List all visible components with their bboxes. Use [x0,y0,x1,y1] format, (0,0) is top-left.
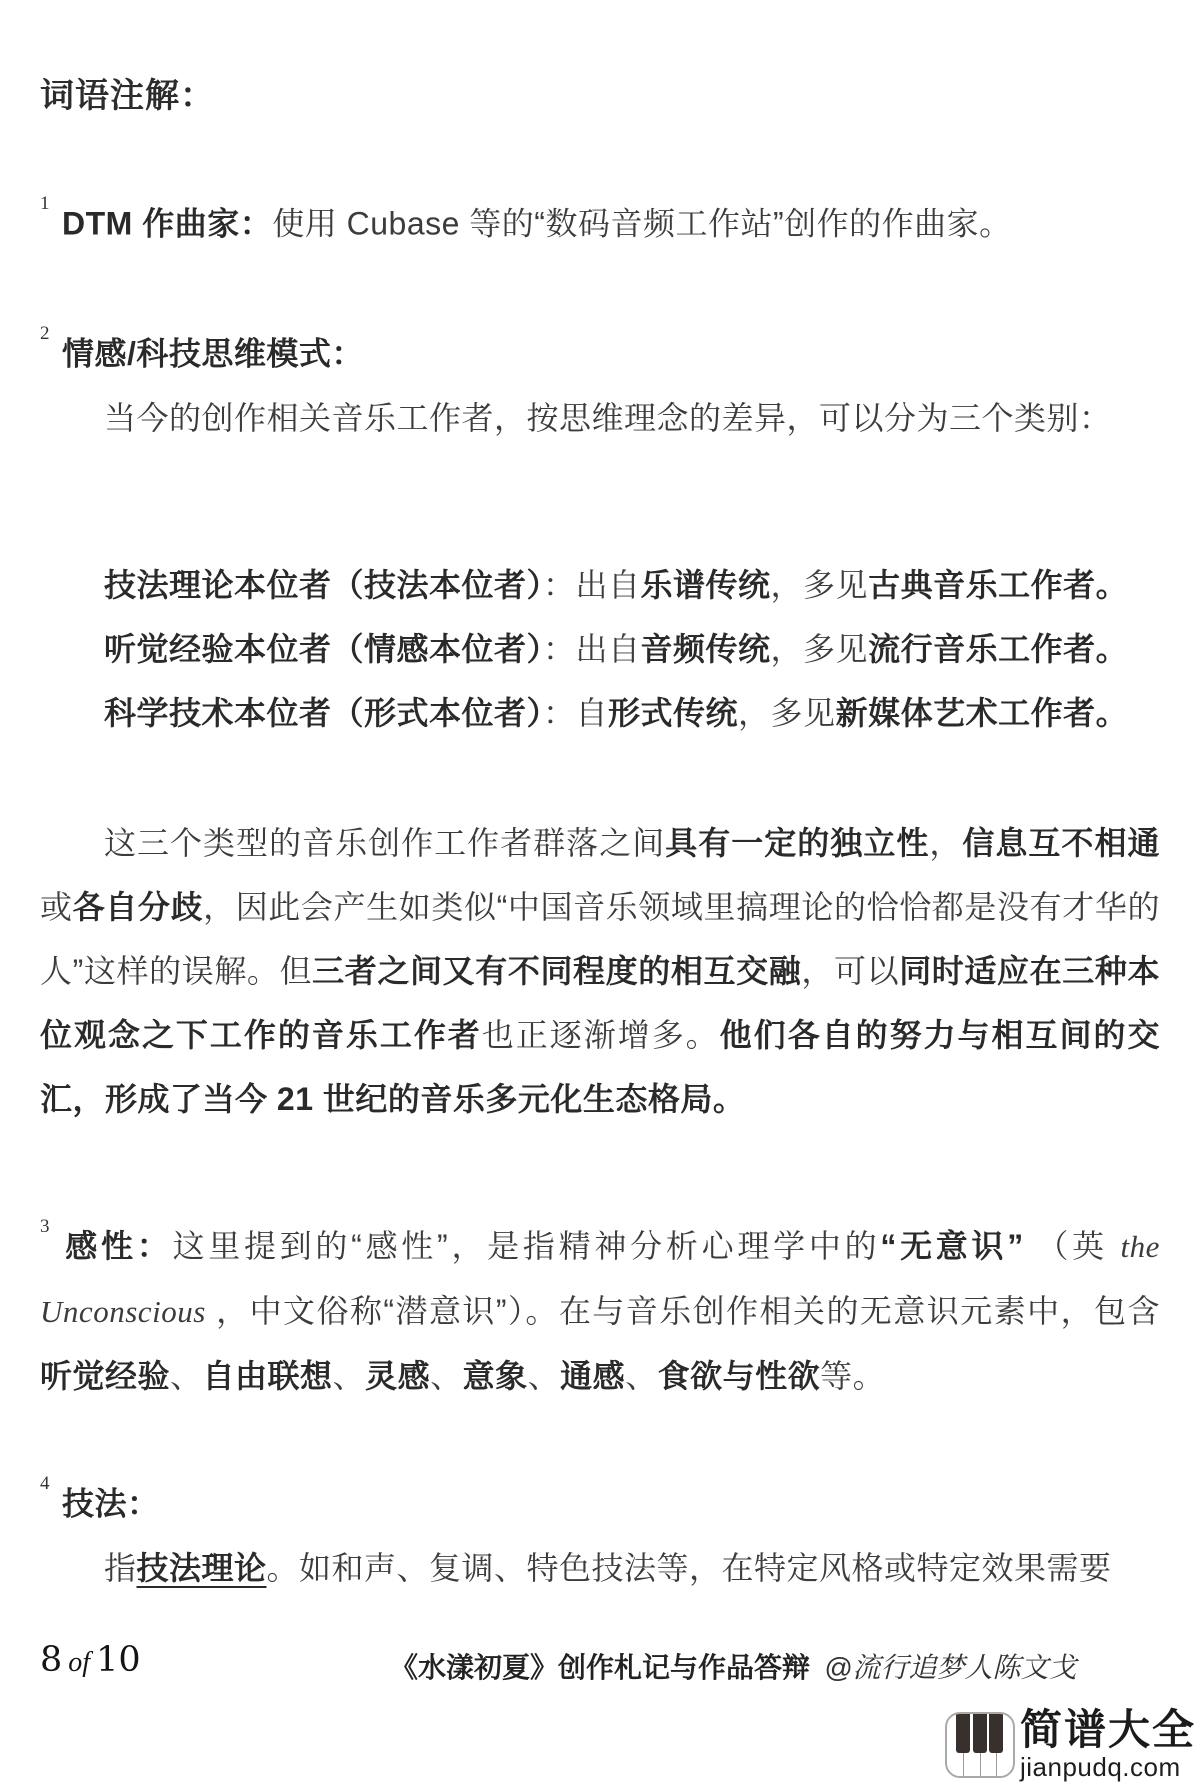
page-number-separator: of [68,1647,91,1678]
category-line-2: 听觉经验本位者（情感本位者）：出自音频传统，多见流行音乐工作者。 [104,630,1129,667]
footnote-4-label [40,1466,1160,1536]
footnote-2-marker: 2 [40,323,50,345]
page-number-total: 10 [96,1640,141,1680]
footnote-2-label-runs: 情感/科技思维模式： [62,335,364,372]
footer-doc-title: 《水漾初夏》创作札记与作品答辩 [390,1652,811,1683]
watermark-domain: jianpudq.com [1019,1752,1181,1782]
watermark-text [1019,1706,1196,1782]
footnote-1-text [40,186,1160,256]
watermark-brand: 简谱大全 [1019,1706,1196,1753]
category-line-3: 科学技术本位者（形式本位者）：自形式传统，多见新媒体艺术工作者。 [104,694,1129,731]
footer-author: @流行追梦人陈文戈 [824,1652,1077,1683]
footnote-3 [40,1209,1160,1409]
footnote-1-runs: DTM 作曲家：使用 Cubase 等的“数码音频工作站”创作的作曲家。 [62,205,1012,242]
footer-doc-info [390,1646,1076,1686]
page-number-current: 8 [40,1640,63,1680]
footnote-2 [40,316,1160,1131]
footnote-3-marker: 3 [40,1215,50,1237]
page-number [40,1640,141,1680]
watermark [945,1706,1196,1782]
piano-keys-icon [945,1712,1015,1778]
footnote-2-intro: 当今的创作相关音乐工作者，按思维理念的差异，可以分为三个类别： [104,399,1112,436]
footnote-4 [40,1466,1160,1600]
footnote-3-text [40,1209,1160,1409]
footnote-2-label [40,316,1160,386]
footnote-2-discussion: 这三个类型的音乐创作工作者群落之间具有一定的独立性，信息互不相通或各自分歧，因此会产生如类似“中国音乐领域里搞理论的恰恰都是没有才华的人”这样的误解。但三者之间又有不同程度的相互交融，可以同时适应在三种本位观念之下工作的音乐工作者也正逐渐增多。他们各自的努力与相互间的交汇，形成了当今 21 世纪的音乐多元化生态格局。 [40,824,1160,1117]
footnote-3-runs: 感性：这里提到的“感性”，是指精神分析心理学中的“无意识” （英 the Unconscious ，中文俗称“潜意识”）。在与音乐创作相关的无意识元素中，包含听觉经验、自由联想、灵感、意象、通感、食欲与性欲等。 [40,1228,1160,1395]
page-title: 词语注解： [40,77,215,115]
footnote-4-marker: 4 [40,1473,50,1495]
footnote-4-label-runs: 技法： [62,1486,160,1523]
footnote-1-marker: 1 [40,192,50,214]
category-line-1: 技法理论本位者（技法本位者）：出自乐谱传统，多见古典音乐工作者。 [104,566,1129,603]
footnote-4-body: 指技法理论。如和声、复调、特色技法等，在特定风格或特定效果需要 [104,1550,1112,1587]
footnote-1 [40,186,1160,256]
page-footer [40,1640,1160,1696]
category-list [40,553,1160,745]
